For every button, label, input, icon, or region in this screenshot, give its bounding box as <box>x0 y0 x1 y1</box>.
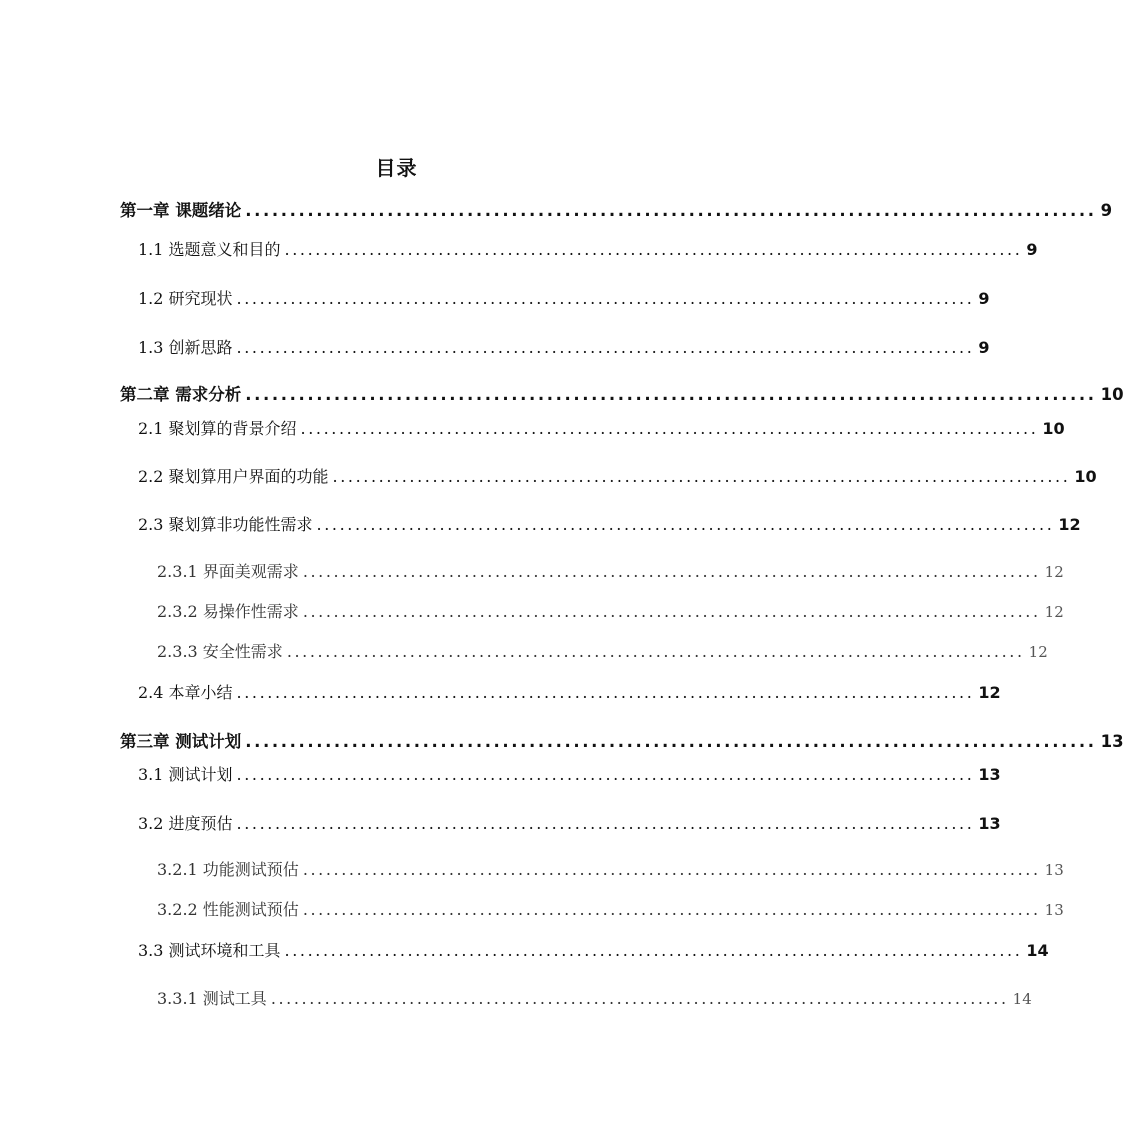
toc-entry-label: 2.3.3 安全性需求 <box>157 642 283 661</box>
toc-entry-3-2[interactable] <box>138 811 1001 834</box>
toc-leader-dots: ................................................................................................ <box>236 683 975 702</box>
toc-entry-1-1[interactable] <box>138 237 1038 260</box>
toc-page-number: 12 <box>1044 563 1064 581</box>
toc-entry-2-3-2[interactable] <box>157 599 1064 622</box>
toc-page-number: 9 <box>1026 240 1038 259</box>
toc-leader-dots: ................................................................................................ <box>236 289 975 308</box>
toc-entry-chapter-1[interactable] <box>120 197 1113 221</box>
toc-page-number: 12 <box>1044 603 1064 621</box>
toc-leader-dots: ................................................................................................ <box>245 385 1097 404</box>
toc-leader-dots: ................................................................................................ <box>302 562 1041 581</box>
toc-entry-label: 3.1 测试计划 <box>138 765 233 784</box>
toc-page-number: 10 <box>1074 467 1097 486</box>
toc-leader-dots: ................................................................................................ <box>284 240 1023 259</box>
toc-entry-chapter-2[interactable] <box>120 381 1124 405</box>
toc-leader-dots: ................................................................................................ <box>302 860 1041 879</box>
toc-entry-chapter-3[interactable] <box>120 728 1124 752</box>
toc-leader-dots: ................................................................................................ <box>302 900 1041 919</box>
toc-entry-label: 3.3 测试环境和工具 <box>138 941 281 960</box>
toc-entry-2-3[interactable] <box>138 512 1081 535</box>
toc-entry-label: 1.1 选题意义和目的 <box>138 240 281 259</box>
toc-page-number: 12 <box>1058 515 1081 534</box>
toc-entry-3-3[interactable] <box>138 938 1049 961</box>
toc-title: 目录 <box>375 156 418 180</box>
toc-page-number: 9 <box>1100 201 1113 220</box>
toc-entry-label: 3.2.2 性能测试预估 <box>157 900 299 919</box>
toc-entry-2-3-1[interactable] <box>157 559 1064 582</box>
toc-leader-dots: ................................................................................................ <box>316 515 1055 534</box>
toc-entry-3-1[interactable] <box>138 762 1001 785</box>
toc-leader-dots: ................................................................................................ <box>236 814 975 833</box>
toc-entry-label: 2.4 本章小结 <box>138 683 233 702</box>
toc-leader-dots: ................................................................................................ <box>270 989 1009 1008</box>
toc-entry-label: 1.3 创新思路 <box>138 338 233 357</box>
toc-leader-dots: ................................................................................................ <box>236 338 975 357</box>
toc-leader-dots: ................................................................................................ <box>300 419 1039 438</box>
toc-entry-2-4[interactable] <box>138 680 1001 703</box>
toc-page-number: 10 <box>1100 385 1124 404</box>
toc-entry-1-2[interactable] <box>138 286 990 309</box>
toc-entry-3-2-2[interactable] <box>157 897 1064 920</box>
toc-page-number: 13 <box>1100 732 1124 751</box>
toc-entry-2-2[interactable] <box>138 464 1097 487</box>
toc-entry-label: 3.2 进度预估 <box>138 814 233 833</box>
toc-entry-2-3-3[interactable] <box>157 639 1048 662</box>
toc-page-number: 13 <box>1044 901 1064 919</box>
toc-entry-label: 2.2 聚划算用户界面的功能 <box>138 467 329 486</box>
toc-entry-3-2-1[interactable] <box>157 857 1064 880</box>
toc-page-number: 12 <box>978 683 1001 702</box>
toc-page-number: 12 <box>1028 643 1048 661</box>
toc-entry-2-1[interactable] <box>138 416 1065 439</box>
toc-leader-dots: ................................................................................................ <box>236 765 975 784</box>
toc-entry-label: 第一章 课题绪论 <box>120 201 242 220</box>
toc-entry-label: 3.3.1 测试工具 <box>157 989 267 1008</box>
toc-leader-dots: ................................................................................................ <box>302 602 1041 621</box>
toc-entry-label: 2.1 聚划算的背景介绍 <box>138 419 297 438</box>
toc-entry-label: 3.2.1 功能测试预估 <box>157 860 299 879</box>
toc-leader-dots: ................................................................................................ <box>284 941 1023 960</box>
toc-page-number: 13 <box>978 765 1001 784</box>
toc-page-number: 13 <box>1044 861 1064 879</box>
toc-entry-3-3-1[interactable] <box>157 986 1032 1009</box>
toc-entry-label: 第三章 测试计划 <box>120 732 242 751</box>
toc-entry-label: 2.3.2 易操作性需求 <box>157 602 299 621</box>
toc-page-number: 9 <box>978 289 990 308</box>
toc-leader-dots: ................................................................................................ <box>286 642 1025 661</box>
toc-leader-dots: ................................................................................................ <box>245 201 1097 220</box>
toc-entry-label: 第二章 需求分析 <box>120 385 242 404</box>
toc-page-number: 9 <box>978 338 990 357</box>
toc-page-number: 14 <box>1012 990 1032 1008</box>
toc-entry-label: 2.3 聚划算非功能性需求 <box>138 515 313 534</box>
toc-page-number: 13 <box>978 814 1001 833</box>
toc-page-number: 10 <box>1042 419 1065 438</box>
toc-leader-dots: ................................................................................................ <box>245 732 1097 751</box>
toc-entry-1-3[interactable] <box>138 335 990 358</box>
toc-leader-dots: ................................................................................................ <box>332 467 1071 486</box>
toc-entry-label: 2.3.1 界面美观需求 <box>157 562 299 581</box>
toc-entry-label: 1.2 研究现状 <box>138 289 233 308</box>
toc-page-number: 14 <box>1026 941 1049 960</box>
